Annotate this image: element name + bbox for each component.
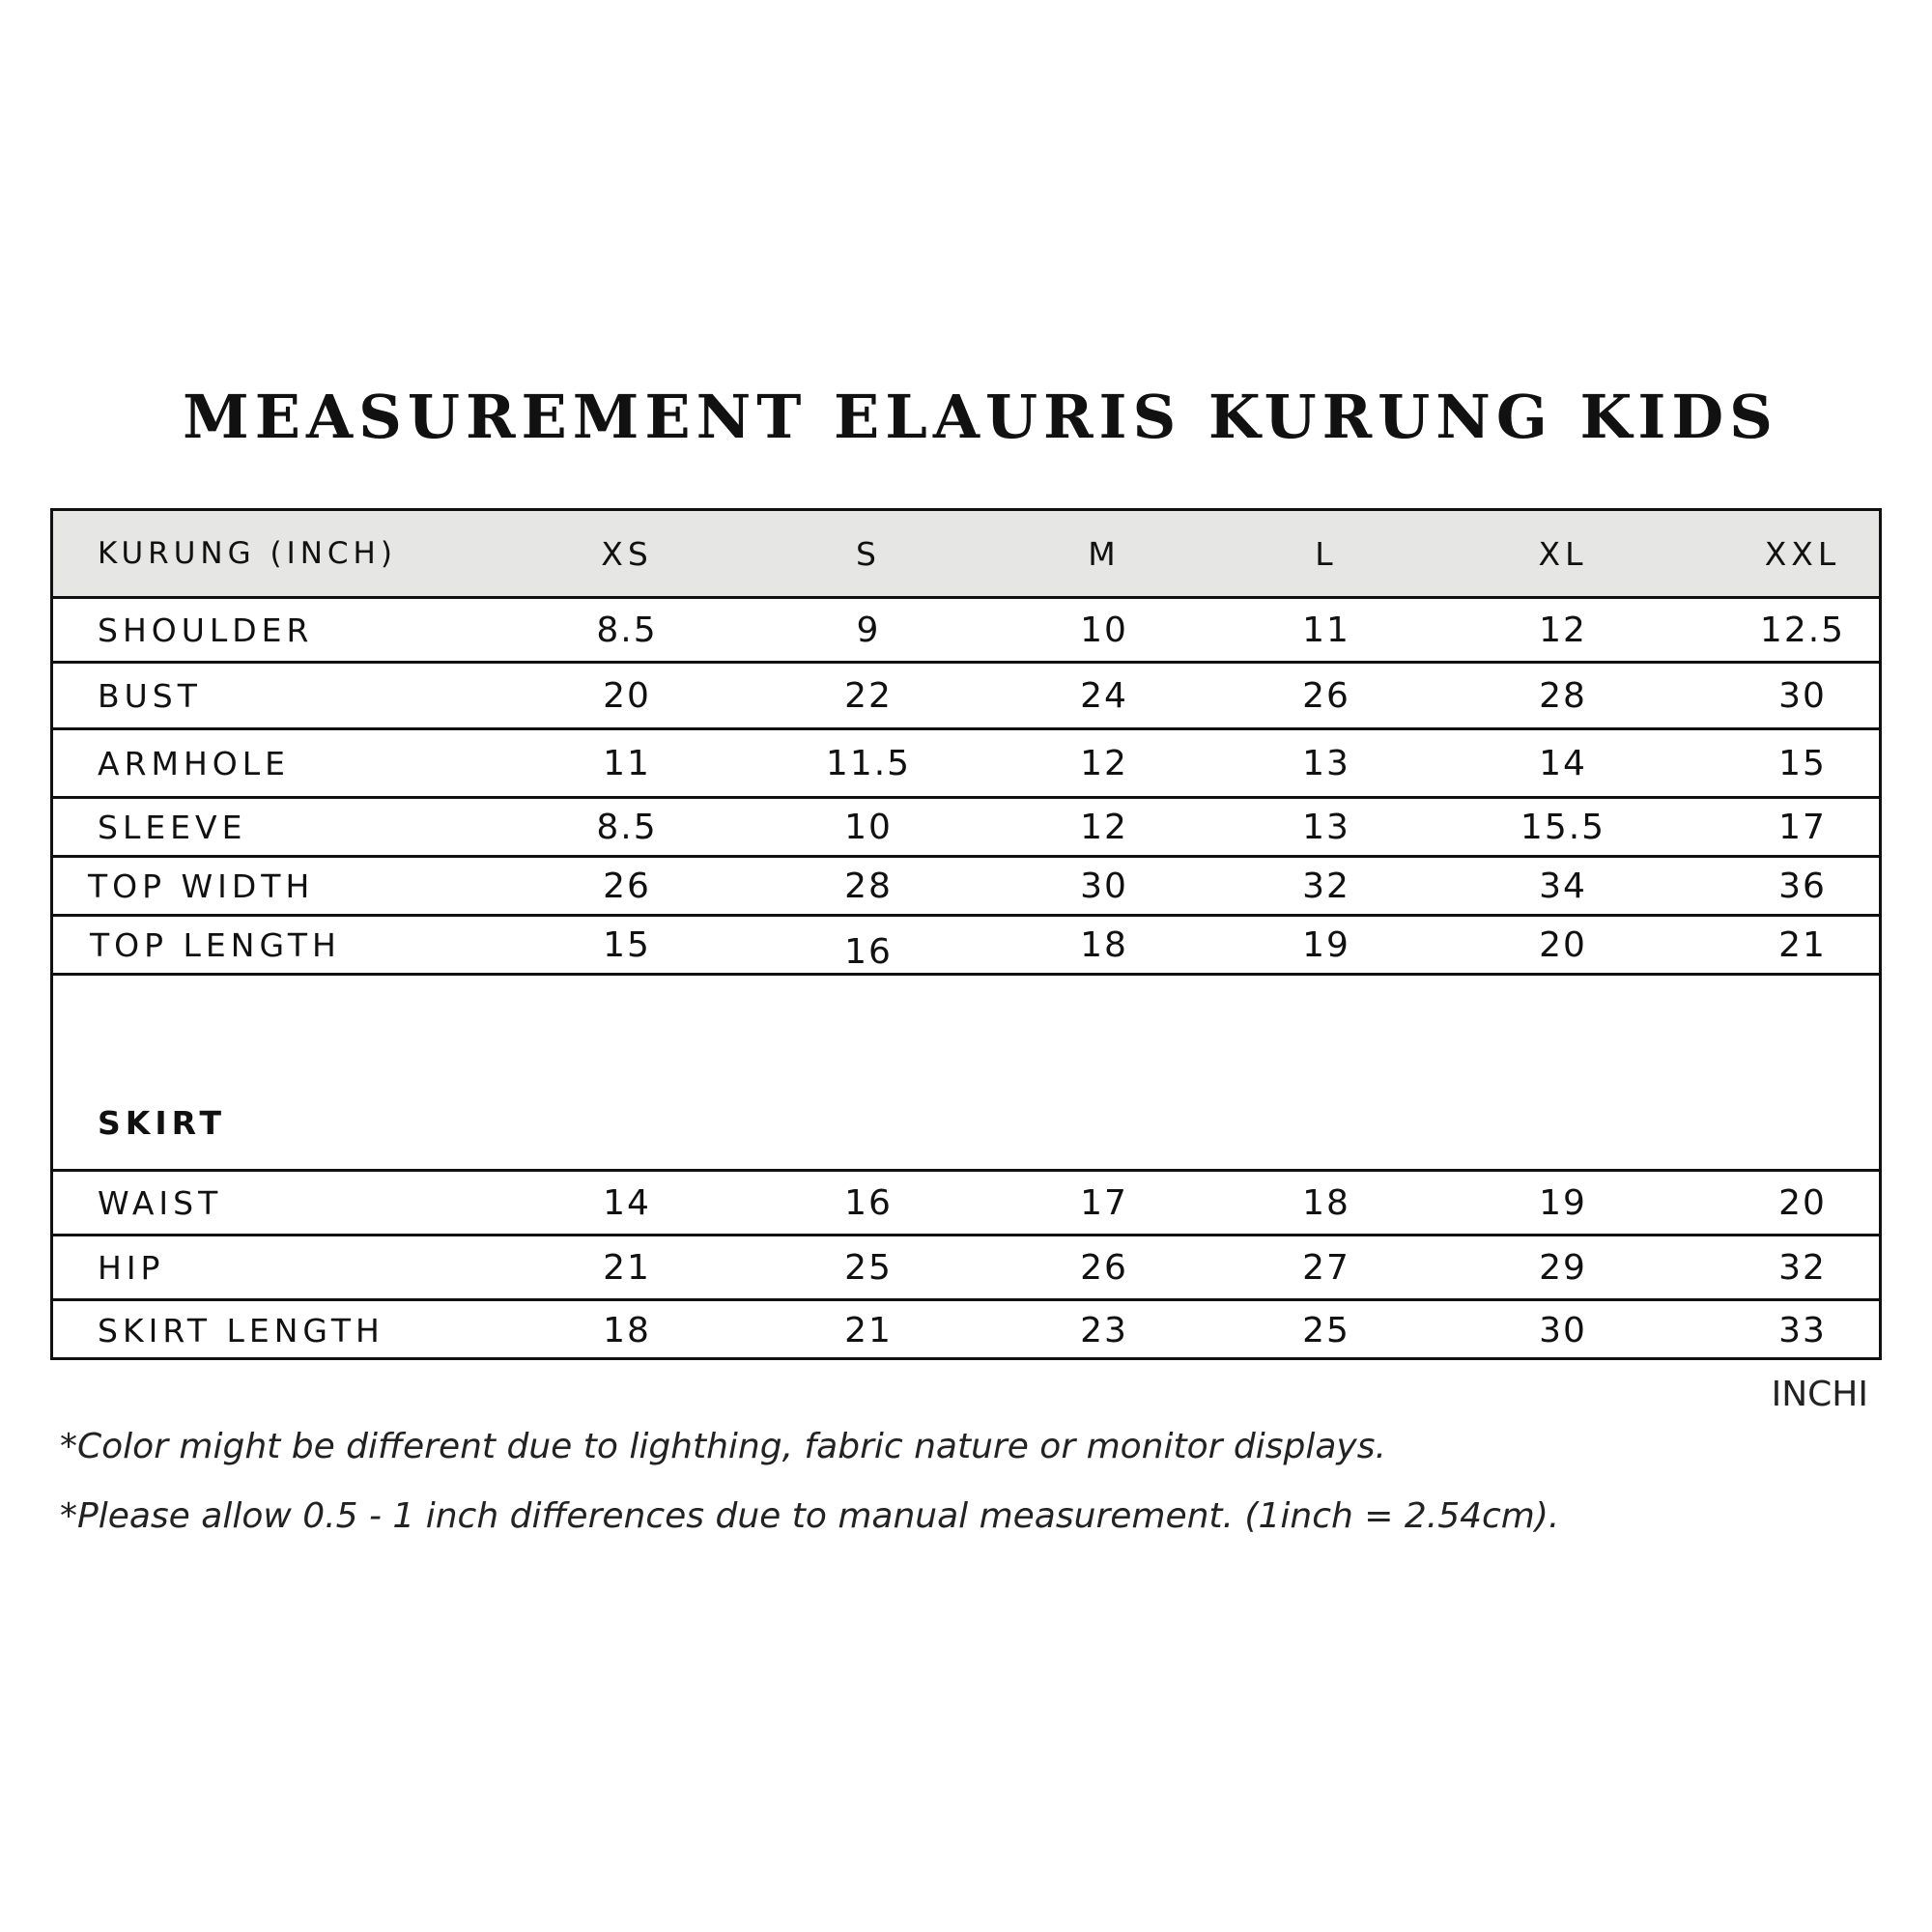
table-cell: 10 [1080, 610, 1128, 650]
row-label: SKIRT LENGTH [98, 1312, 384, 1350]
table-cell: 16 [844, 931, 893, 972]
table-cell: 25 [1302, 1311, 1350, 1350]
table-cell: 21 [844, 1311, 893, 1350]
table-row [53, 1301, 1879, 1360]
table-cell: 8.5 [596, 807, 658, 847]
table-cell: 26 [1080, 1247, 1128, 1288]
table-cell: 25 [844, 1247, 893, 1288]
table-cell: 28 [844, 866, 893, 906]
table-cell: 30 [1778, 675, 1827, 716]
table-row [53, 599, 1879, 661]
table-cell: 23 [1080, 1311, 1128, 1350]
table-cell: 36 [1778, 866, 1827, 906]
header-size-xs: XS [601, 534, 653, 573]
table-cell: 13 [1302, 807, 1350, 847]
table-cell: 21 [1778, 924, 1827, 965]
table-cell: 11.5 [825, 743, 912, 783]
table-cell: 12.5 [1759, 610, 1846, 650]
table-row [53, 917, 1879, 973]
row-label: SLEEVE [98, 808, 247, 846]
table-cell: 18 [1302, 1182, 1350, 1223]
table-cell: 14 [603, 1182, 651, 1223]
table-cell: 8.5 [596, 610, 658, 650]
table-cell: 15 [603, 924, 651, 965]
header-label: KURUNG (INCH) [98, 536, 397, 571]
table-cell: 18 [603, 1311, 651, 1350]
table-cell: 13 [1302, 743, 1350, 783]
measurement-tolerance-note: *Please allow 0.5 - 1 inch differences due to manual measurement. (1inch = 2.54cm). [60, 1496, 1560, 1536]
table-cell: 24 [1080, 675, 1128, 716]
table-cell: 26 [1302, 675, 1350, 716]
table-cell: 19 [1539, 1182, 1587, 1223]
row-label: WAIST [98, 1183, 223, 1222]
table-cell: 16 [844, 1182, 893, 1223]
section-title-skirt: SKIRT [98, 1104, 227, 1142]
color-disclaimer-note: *Color might be different due to lighthing, fabric nature or monitor displays. [60, 1427, 1386, 1466]
row-divider [53, 973, 1879, 976]
header-size-xl: XL [1538, 534, 1588, 573]
table-cell: 22 [844, 675, 893, 716]
table-header-row [53, 511, 1879, 596]
table-cell: 32 [1302, 866, 1350, 906]
size-chart-table [50, 508, 1882, 1360]
table-cell: 18 [1080, 924, 1128, 965]
row-label: HIP [98, 1248, 165, 1287]
row-label: BUST [98, 676, 202, 715]
table-cell: 12 [1080, 807, 1128, 847]
row-label: ARMHOLE [98, 744, 291, 782]
table-cell: 12 [1080, 743, 1128, 783]
table-cell: 17 [1778, 807, 1827, 847]
header-size-l: L [1315, 534, 1338, 573]
unit-label: INCHI [1771, 1375, 1868, 1414]
table-row [53, 1172, 1879, 1234]
table-cell: 11 [1302, 610, 1350, 650]
row-label: SHOULDER [98, 611, 314, 649]
table-cell: 20 [1539, 924, 1587, 965]
table-cell: 19 [1302, 924, 1350, 965]
table-cell: 34 [1539, 866, 1587, 906]
table-cell: 15.5 [1520, 807, 1606, 847]
table-cell: 14 [1539, 743, 1587, 783]
row-label: TOP LENGTH [90, 925, 341, 964]
table-cell: 26 [603, 866, 651, 906]
table-cell: 27 [1302, 1247, 1350, 1288]
table-row [53, 799, 1879, 855]
table-cell: 32 [1778, 1247, 1827, 1288]
header-size-m: M [1088, 534, 1121, 573]
header-size-s: S [856, 534, 881, 573]
table-cell: 20 [1778, 1182, 1827, 1223]
table-cell: 30 [1080, 866, 1128, 906]
table-cell: 9 [856, 610, 881, 650]
table-cell: 33 [1778, 1311, 1827, 1350]
table-cell: 11 [603, 743, 651, 783]
table-cell: 29 [1539, 1247, 1587, 1288]
table-row [53, 858, 1879, 914]
table-row [53, 1236, 1879, 1298]
table-cell: 15 [1778, 743, 1827, 783]
table-cell: 30 [1539, 1311, 1587, 1350]
header-size-xxl: XXL [1764, 534, 1841, 573]
table-row [53, 730, 1879, 796]
table-cell: 28 [1539, 675, 1587, 716]
table-row [53, 664, 1879, 727]
table-cell: 21 [603, 1247, 651, 1288]
page-title: MEASUREMENT ELAURIS KURUNG KIDS [183, 382, 1778, 452]
table-cell: 10 [844, 807, 893, 847]
table-cell: 17 [1080, 1182, 1128, 1223]
table-cell: 20 [603, 675, 651, 716]
row-label: TOP WIDTH [88, 867, 315, 905]
table-cell: 12 [1539, 610, 1587, 650]
